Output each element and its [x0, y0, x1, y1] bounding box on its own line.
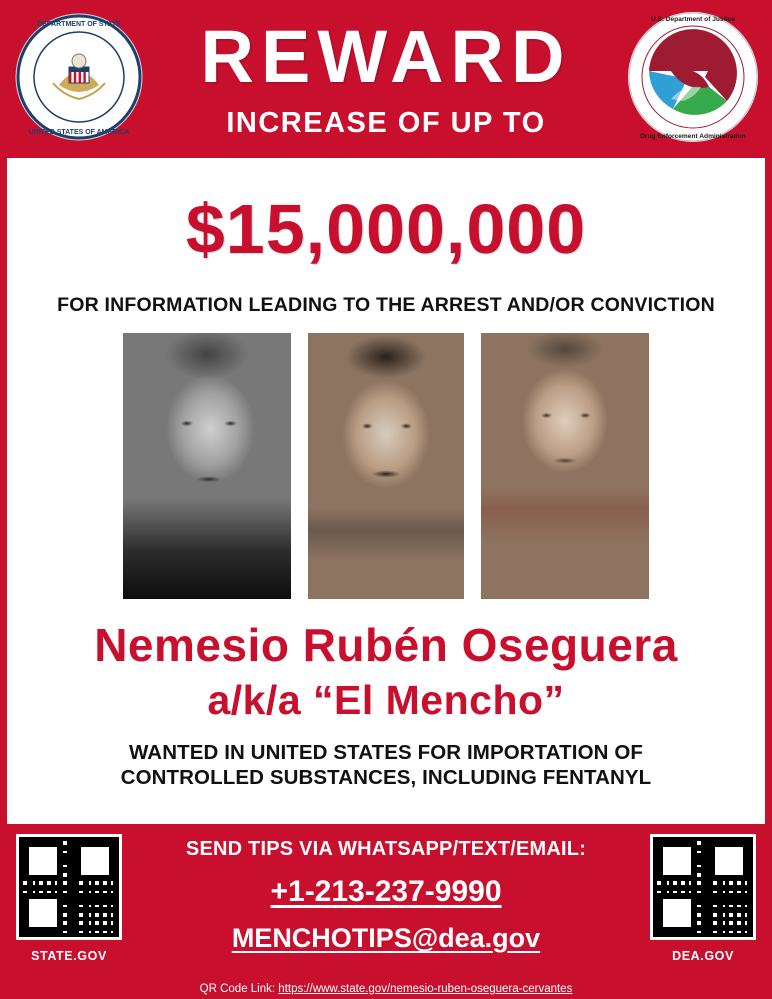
dea-seal: [626, 10, 760, 144]
qr-link-row: [0, 983, 772, 995]
subject-alias: a/k/a “El Mencho”: [207, 676, 565, 723]
reward-purpose: FOR INFORMATION LEADING TO THE ARREST AND/OR CONVICTION: [57, 294, 715, 316]
subject-photo-right: [481, 333, 649, 599]
tips-phone[interactable]: +1-213-237-9990: [270, 875, 502, 908]
subject-photo-left: [123, 333, 291, 599]
reward-title: REWARD: [200, 15, 572, 99]
dea-qr-label: DEA.GOV: [672, 949, 734, 963]
top-banner: [0, 0, 772, 158]
charge-line-2: CONTROLLED SUBSTANCES, INCLUDING FENTANYL: [120, 765, 652, 789]
reward-subtitle: INCREASE OF UP TO: [226, 106, 546, 139]
charge-text: [121, 740, 652, 790]
charge-line-1: WANTED IN UNITED STATES FOR IMPORTATION OF: [128, 740, 643, 764]
svg-text:DEPARTMENT OF STATE: DEPARTMENT OF STATE: [37, 21, 121, 28]
tips-band: [0, 824, 772, 999]
poster-body: [0, 158, 772, 824]
department-of-state-seal: [14, 12, 144, 142]
dea-qr-code[interactable]: [650, 834, 756, 940]
state-qr-label: STATE.GOV: [31, 949, 107, 963]
svg-text:U.S. Department of Justice: U.S. Department of Justice: [651, 16, 735, 23]
photo-row: [123, 333, 649, 599]
svg-text:UNITED STATES OF AMERICA: UNITED STATES OF AMERICA: [28, 129, 130, 136]
reward-amount: $15,000,000: [185, 190, 587, 268]
tips-content: [128, 834, 644, 954]
dea-qr-block: [644, 834, 762, 963]
qr-link-url[interactable]: https://www.state.gov/nemesio-ruben-oseguera-cervantes: [278, 983, 573, 995]
qr-link-label: QR Code Link:: [199, 983, 276, 995]
tips-email[interactable]: MENCHOTIPS@dea.gov: [231, 923, 541, 953]
state-qr-code[interactable]: [16, 834, 122, 940]
tips-heading: SEND TIPS VIA WHATSAPP/TEXT/EMAIL:: [185, 838, 587, 860]
state-qr-block: [10, 834, 128, 963]
subject-name: Nemesio Rubén Oseguera: [94, 619, 678, 671]
svg-text:Drug Enforcement Administratio: Drug Enforcement Administration: [640, 133, 746, 140]
subject-photo-center: [308, 333, 464, 599]
